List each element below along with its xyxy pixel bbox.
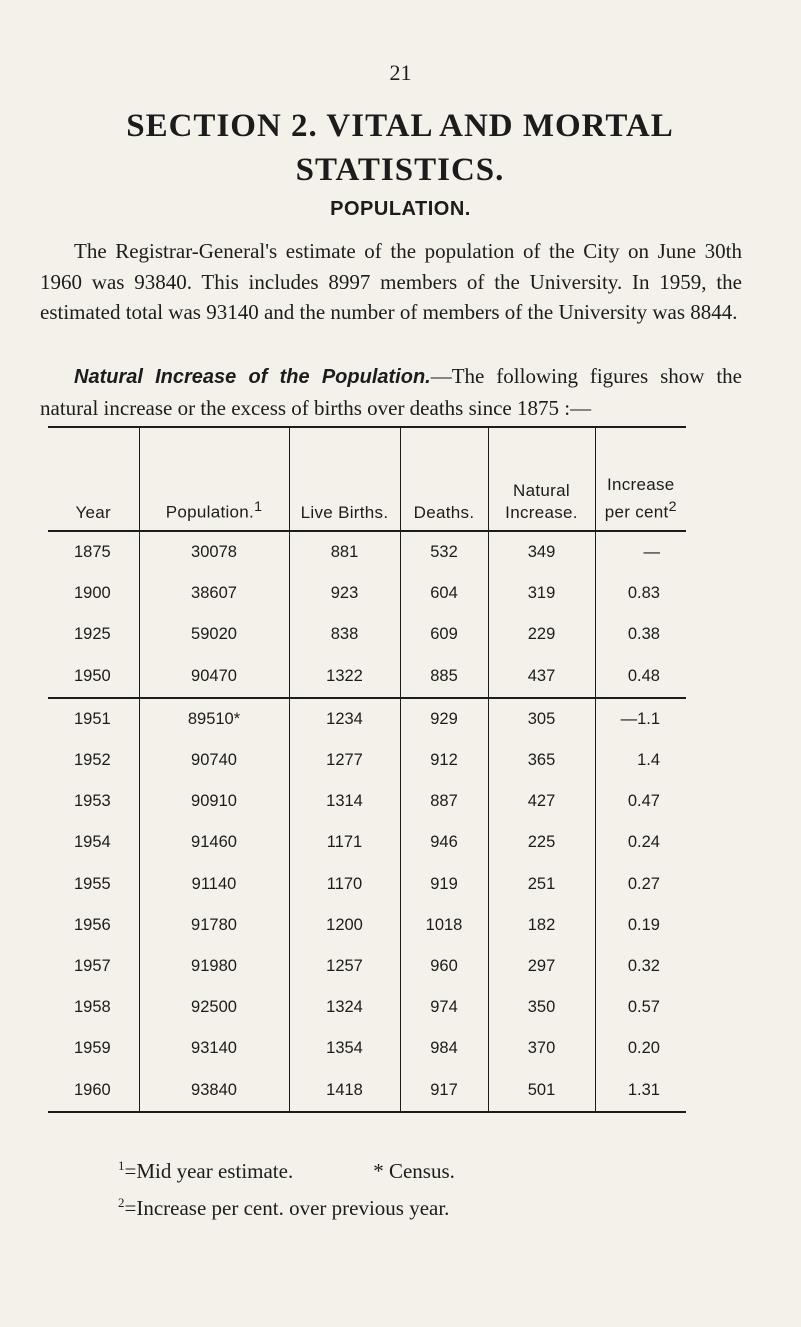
cell-year: 1957 — [74, 956, 111, 975]
cell-year: 1875 — [74, 543, 111, 562]
cell-live-births: 1314 — [289, 781, 400, 822]
cell-population: 92500 — [139, 987, 289, 1028]
cell-live-births: 1322 — [289, 656, 400, 698]
cell-natural-increase: 251 — [488, 864, 595, 905]
table-row — [48, 987, 686, 1028]
table-row — [48, 531, 686, 573]
cell-live-births: 1324 — [289, 987, 400, 1028]
table-row — [48, 573, 686, 614]
cell-live-births: 881 — [289, 531, 400, 573]
cell-year: 1955 — [74, 874, 111, 893]
cell-natural-increase: 437 — [488, 656, 595, 698]
footnote-ref-1: 1 — [254, 499, 263, 516]
cell-live-births: 1200 — [289, 905, 400, 946]
cell-live-births: 1257 — [289, 946, 400, 987]
cell-deaths: 532 — [400, 531, 488, 573]
census-note: * Census. — [373, 1159, 455, 1183]
cell-live-births: 1354 — [289, 1028, 400, 1069]
table-header-row — [48, 427, 686, 531]
table-row — [48, 698, 686, 740]
cell-natural-increase: 225 — [488, 822, 595, 863]
cell-increase-per-cent: — — [595, 531, 686, 573]
footnote-ref-2: 2 — [668, 499, 677, 516]
cell-natural-increase: 182 — [488, 905, 595, 946]
cell-natural-increase: 297 — [488, 946, 595, 987]
section-title: SECTION 2. VITAL AND MORTAL STATISTICS. — [126, 108, 674, 188]
cell-increase-per-cent: 1.31 — [595, 1069, 686, 1111]
cell-live-births: 1234 — [289, 698, 400, 740]
cell-population: 91780 — [139, 905, 289, 946]
footnotes — [118, 1150, 455, 1224]
cell-deaths: 604 — [400, 573, 488, 614]
cell-live-births: 923 — [289, 573, 400, 614]
cell-year: 1952 — [74, 751, 111, 770]
cell-natural-increase: 370 — [488, 1028, 595, 1069]
cell-population: 91460 — [139, 822, 289, 863]
cell-increase-per-cent: 0.24 — [595, 822, 686, 863]
cell-deaths: 609 — [400, 614, 488, 655]
header-population: Population.$^1$ — [139, 427, 289, 531]
cell-population: 90740 — [139, 740, 289, 781]
cell-year: 1960 — [74, 1080, 111, 1099]
cell-natural-increase: 501 — [488, 1069, 595, 1111]
header-increase-per-cent: Increase per cent$^2$ — [595, 427, 686, 531]
page-number: 21 — [389, 60, 412, 85]
cell-live-births: 1418 — [289, 1069, 400, 1111]
header-deaths: Deaths. — [400, 427, 488, 531]
cell-year: 1958 — [74, 998, 111, 1017]
cell-natural-increase: 350 — [488, 987, 595, 1028]
cell-year: 1925 — [74, 625, 111, 644]
cell-deaths: 984 — [400, 1028, 488, 1069]
population-subheading: POPULATION. — [330, 198, 471, 220]
natural-increase-table-container — [48, 426, 686, 1113]
cell-year: 1959 — [74, 1039, 111, 1058]
cell-year: 1900 — [74, 584, 111, 603]
cell-population: 90910 — [139, 781, 289, 822]
cell-natural-increase: 349 — [488, 531, 595, 573]
cell-deaths: 960 — [400, 946, 488, 987]
cell-deaths: 885 — [400, 656, 488, 698]
cell-natural-increase: 305 — [488, 698, 595, 740]
cell-deaths: 887 — [400, 781, 488, 822]
cell-deaths: 974 — [400, 987, 488, 1028]
cell-natural-increase: 427 — [488, 781, 595, 822]
natural-increase-table — [48, 426, 686, 1113]
cell-population: 93840 — [139, 1069, 289, 1111]
cell-live-births: 1171 — [289, 822, 400, 863]
cell-increase-per-cent: 0.20 — [595, 1028, 686, 1069]
table-row — [48, 864, 686, 905]
cell-increase-per-cent: 0.27 — [595, 864, 686, 905]
cell-increase-per-cent: 0.38 — [595, 614, 686, 655]
cell-live-births: 1170 — [289, 864, 400, 905]
cell-increase-per-cent: 1.4 — [595, 740, 686, 781]
cell-deaths: 919 — [400, 864, 488, 905]
cell-natural-increase: 365 — [488, 740, 595, 781]
cell-live-births: 1277 — [289, 740, 400, 781]
cell-increase-per-cent: 0.83 — [595, 573, 686, 614]
cell-increase-per-cent: 0.48 — [595, 656, 686, 698]
cell-deaths: 929 — [400, 698, 488, 740]
cell-increase-per-cent: 0.47 — [595, 781, 686, 822]
footnote-1: $^1$=Mid year estimate. * Census. — [118, 1158, 455, 1183]
cell-deaths: 912 — [400, 740, 488, 781]
header-live-births: Live Births. — [289, 427, 400, 531]
cell-population: 91140 — [139, 864, 289, 905]
cell-deaths: 1018 — [400, 905, 488, 946]
cell-population: 90470 — [139, 656, 289, 698]
population-paragraph: The Registrar-General's estimate of the population of the City on June 30th 1960 was 93840. This includes 8997 members of the University. In 1959, the estimated total was 93140 and the number of members of the University was 8844. — [40, 239, 742, 324]
cell-population: 30078 — [139, 531, 289, 573]
cell-year: 1954 — [74, 833, 111, 852]
cell-year: 1953 — [74, 792, 111, 811]
cell-natural-increase: 319 — [488, 573, 595, 614]
table-row — [48, 614, 686, 655]
table-row — [48, 1069, 686, 1111]
cell-increase-per-cent: 0.19 — [595, 905, 686, 946]
cell-natural-increase: 229 — [488, 614, 595, 655]
cell-population: 59020 — [139, 614, 289, 655]
table-row — [48, 946, 686, 987]
cell-deaths: 917 — [400, 1069, 488, 1111]
cell-year: 1956 — [74, 915, 111, 934]
cell-population: 93140 — [139, 1028, 289, 1069]
table-row — [48, 656, 686, 698]
cell-deaths: 946 — [400, 822, 488, 863]
table-row — [48, 1028, 686, 1069]
cell-population: 38607 — [139, 573, 289, 614]
table-body — [48, 531, 686, 1112]
footnote-2: $^2$=Increase per cent. over previous year. — [118, 1195, 450, 1220]
cell-year: 1951 — [74, 709, 111, 728]
cell-increase-per-cent: 0.32 — [595, 946, 686, 987]
natural-increase-text: —The following figures show the natural increase or the excess of births over deaths since 1875 :— — [40, 364, 742, 420]
cell-population: 89510* — [139, 698, 289, 740]
header-natural-increase: Natural Increase. — [488, 427, 595, 531]
cell-live-births: 838 — [289, 614, 400, 655]
cell-year: 1950 — [48, 656, 139, 698]
table-row — [48, 781, 686, 822]
natural-increase-heading: Natural Increase of the Population. — [74, 366, 431, 388]
cell-increase-per-cent: 0.57 — [595, 987, 686, 1028]
cell-increase-per-cent: —1.1 — [595, 698, 686, 740]
table-row — [48, 905, 686, 946]
table-row — [48, 740, 686, 781]
header-year: Year — [75, 503, 112, 522]
cell-population: 91980 — [139, 946, 289, 987]
table-row — [48, 822, 686, 863]
natural-increase-paragraph — [40, 361, 742, 423]
